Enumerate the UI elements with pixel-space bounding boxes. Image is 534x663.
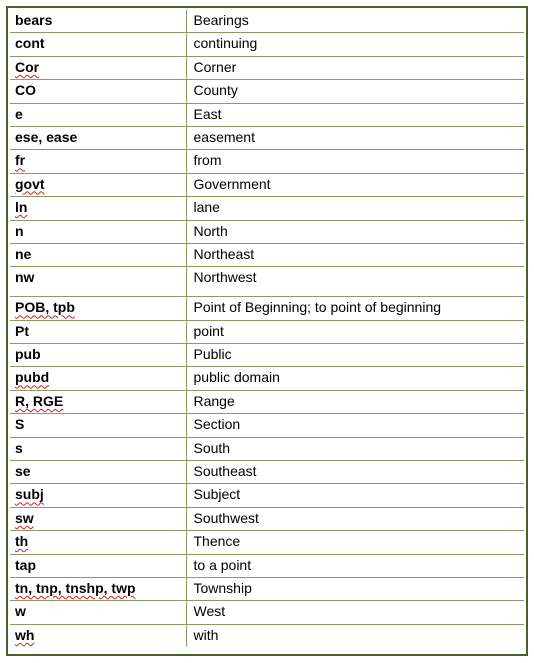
abbreviation-text: tn, tnp, tnshp, twp xyxy=(15,579,136,596)
abbreviation-text: Cor xyxy=(15,58,40,75)
meaning-cell: Southwest xyxy=(186,507,524,530)
meaning-cell: North xyxy=(186,220,524,243)
abbreviation-text: pubd xyxy=(15,369,50,386)
table-row xyxy=(10,297,524,320)
abbreviation-cell xyxy=(10,531,186,554)
abbreviation-text: R, RGE xyxy=(15,392,64,409)
abbreviation-cell xyxy=(10,197,186,220)
table-row xyxy=(10,197,524,220)
meaning-cell: West xyxy=(186,601,524,624)
table-row xyxy=(10,437,524,460)
table-row xyxy=(10,220,524,243)
abbreviation-text: wh xyxy=(15,626,35,643)
meaning-cell: Section xyxy=(186,414,524,437)
meaning-cell: Point of Beginning; to point of beginning xyxy=(186,297,524,320)
abbreviation-text: subj xyxy=(15,486,44,503)
abbreviation-cell xyxy=(10,33,186,56)
abbreviation-text: ese, ease xyxy=(15,128,78,145)
meaning-cell: Bearings xyxy=(186,10,524,33)
meaning-cell: lane xyxy=(186,197,524,220)
table-row xyxy=(10,577,524,600)
meaning-cell: point xyxy=(186,320,524,343)
table-row xyxy=(10,554,524,577)
abbreviation-table-body xyxy=(10,10,524,647)
abbreviation-text: th xyxy=(15,533,29,550)
meaning-cell: County xyxy=(186,80,524,103)
meaning-cell: from xyxy=(186,150,524,173)
table-row xyxy=(10,507,524,530)
abbreviation-text: se xyxy=(15,463,31,480)
meaning-cell: Southeast xyxy=(186,461,524,484)
meaning-cell: public domain xyxy=(186,367,524,390)
abbreviation-cell xyxy=(10,484,186,507)
abbreviation-text: fr xyxy=(15,152,26,169)
abbreviation-table-frame xyxy=(6,6,528,656)
abbreviation-text: ne xyxy=(15,245,32,262)
abbreviation-cell xyxy=(10,126,186,149)
abbreviation-cell xyxy=(10,507,186,530)
abbreviation-text: n xyxy=(15,222,24,239)
meaning-cell: Corner xyxy=(186,56,524,79)
table-row xyxy=(10,344,524,367)
table-row xyxy=(10,56,524,79)
table-row xyxy=(10,531,524,554)
table-row xyxy=(10,33,524,56)
abbreviation-cell xyxy=(10,320,186,343)
abbreviation-table xyxy=(10,10,524,647)
abbreviation-text: nw xyxy=(15,269,35,286)
meaning-cell: Northwest xyxy=(186,267,524,297)
abbreviation-cell xyxy=(10,297,186,320)
abbreviation-cell xyxy=(10,344,186,367)
meaning-cell: Public xyxy=(186,344,524,367)
abbreviation-text: w xyxy=(15,603,26,620)
abbreviation-cell xyxy=(10,554,186,577)
meaning-cell: Thence xyxy=(186,531,524,554)
abbreviation-cell xyxy=(10,414,186,437)
table-row xyxy=(10,390,524,413)
abbreviation-cell xyxy=(10,367,186,390)
meaning-cell: Township xyxy=(186,577,524,600)
abbreviation-text: Pt xyxy=(15,322,29,339)
abbreviation-cell xyxy=(10,267,186,297)
meaning-cell: continuing xyxy=(186,33,524,56)
abbreviation-text: CO xyxy=(15,82,36,99)
abbreviation-text: s xyxy=(15,439,23,456)
abbreviation-cell xyxy=(10,390,186,413)
abbreviation-cell xyxy=(10,624,186,647)
abbreviation-text: govt xyxy=(15,175,45,192)
abbreviation-text: ln xyxy=(15,199,28,216)
abbreviation-cell xyxy=(10,601,186,624)
abbreviation-text: e xyxy=(15,105,23,122)
meaning-cell: Northeast xyxy=(186,243,524,266)
abbreviation-cell xyxy=(10,220,186,243)
abbreviation-cell xyxy=(10,103,186,126)
abbreviation-cell xyxy=(10,461,186,484)
table-row xyxy=(10,243,524,266)
meaning-cell: to a point xyxy=(186,554,524,577)
abbreviation-text: cont xyxy=(15,35,45,52)
abbreviation-cell xyxy=(10,150,186,173)
table-row xyxy=(10,601,524,624)
table-row xyxy=(10,10,524,33)
abbreviation-text: sw xyxy=(15,509,34,526)
abbreviation-cell xyxy=(10,173,186,196)
table-row xyxy=(10,150,524,173)
table-row xyxy=(10,461,524,484)
table-row xyxy=(10,173,524,196)
abbreviation-cell xyxy=(10,577,186,600)
meaning-cell: Government xyxy=(186,173,524,196)
meaning-cell: South xyxy=(186,437,524,460)
table-row xyxy=(10,320,524,343)
table-row xyxy=(10,367,524,390)
meaning-cell: East xyxy=(186,103,524,126)
abbreviation-cell xyxy=(10,56,186,79)
table-row xyxy=(10,103,524,126)
abbreviation-text: pub xyxy=(15,346,41,363)
table-row xyxy=(10,414,524,437)
abbreviation-cell xyxy=(10,243,186,266)
abbreviation-text: POB, tpb xyxy=(15,299,75,316)
abbreviation-text: S xyxy=(15,416,25,433)
meaning-cell: with xyxy=(186,624,524,647)
table-row xyxy=(10,624,524,647)
abbreviation-cell xyxy=(10,437,186,460)
table-row xyxy=(10,80,524,103)
table-row xyxy=(10,126,524,149)
meaning-cell: Subject xyxy=(186,484,524,507)
meaning-cell: easement xyxy=(186,126,524,149)
abbreviation-cell xyxy=(10,10,186,33)
abbreviation-text: bears xyxy=(15,12,53,28)
meaning-cell: Range xyxy=(186,390,524,413)
table-row xyxy=(10,484,524,507)
abbreviation-text: tap xyxy=(15,556,36,573)
table-row xyxy=(10,267,524,297)
abbreviation-cell xyxy=(10,80,186,103)
